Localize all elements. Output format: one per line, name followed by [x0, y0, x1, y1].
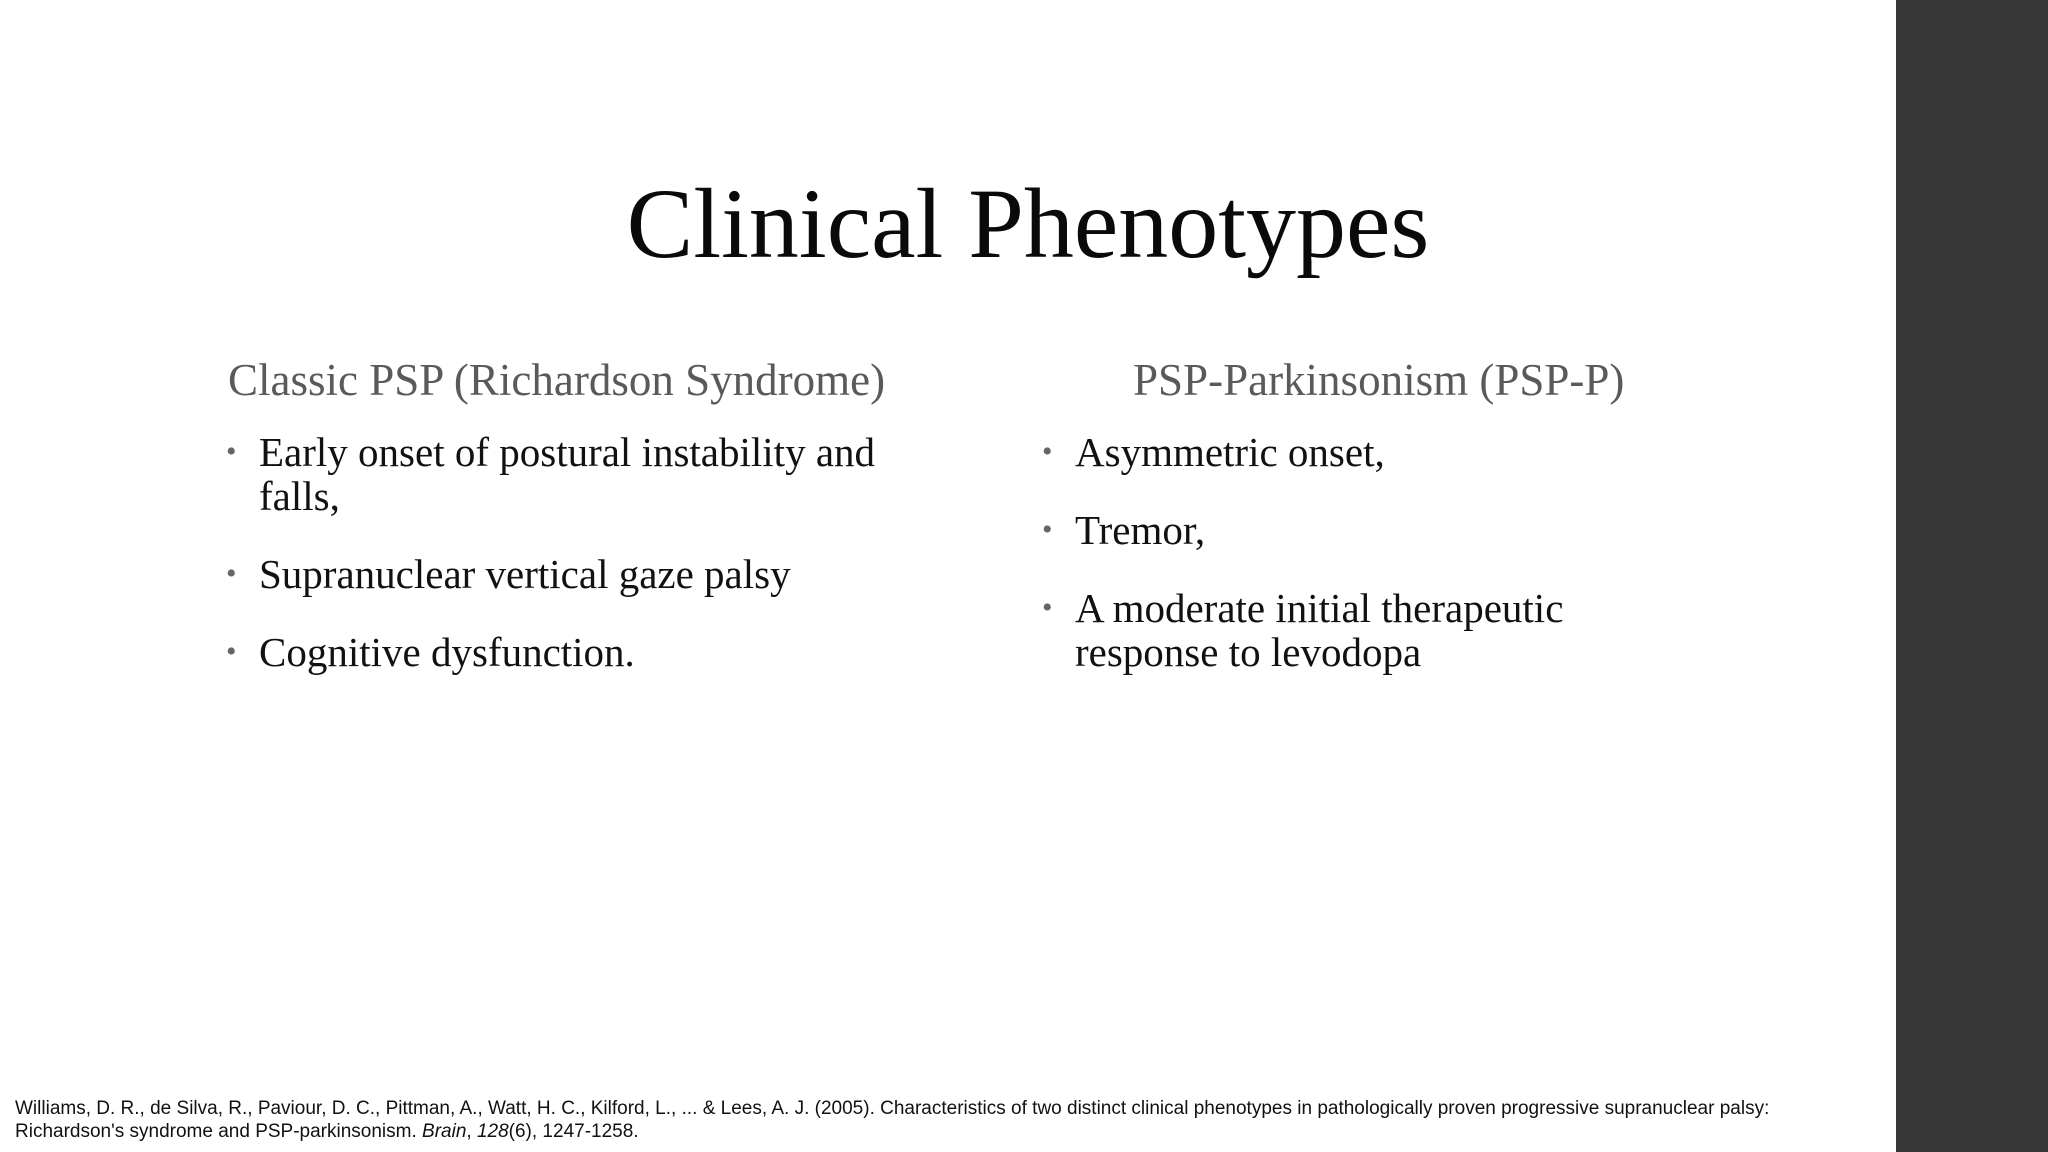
bullet-text: A moderate initial therapeutic response to levodopa [1075, 585, 1564, 675]
citation [15, 1097, 1875, 1143]
bullet-icon: • [226, 435, 237, 468]
right-column-heading: PSP-Parkinsonism (PSP-P) [1133, 355, 1625, 405]
bullet-text: Asymmetric onset, [1075, 429, 1385, 475]
slide-title: Clinical Phenotypes [626, 168, 1430, 279]
citation-volume: 128 [476, 1121, 509, 1142]
left-bullet-list [226, 430, 966, 708]
bullet-icon: • [1042, 591, 1053, 624]
citation-journal: Brain [422, 1121, 467, 1142]
citation-text: Williams, D. R., de Silva, R., Paviour, D. C., Pittman, A., Watt, H. C., Kilford, L., ... & Lees, A. J. (2005). Characteristics of two distinct clinical phenotypes in pathologically proven progressive supranuclear palsy: Richardson's syndrome and PSP-parkinsonism. [15, 1098, 1770, 1142]
citation-pages: (6), 1247-1258. [508, 1121, 639, 1142]
bullet-text: Cognitive dysfunction. [259, 629, 635, 675]
list-item [1042, 586, 1682, 674]
bullet-text: Supranuclear vertical gaze palsy [259, 551, 791, 597]
bullet-icon: • [226, 635, 237, 668]
list-item [226, 552, 966, 596]
list-item [1042, 430, 1682, 474]
list-item [226, 430, 966, 518]
right-side-bar [1896, 0, 2048, 1152]
citation-separator: , [466, 1121, 477, 1142]
list-item [1042, 508, 1682, 552]
right-bullet-list [1042, 430, 1682, 708]
bullet-icon: • [226, 557, 237, 590]
left-column-heading: Classic PSP (Richardson Syndrome) [228, 355, 886, 405]
bullet-text: Early onset of postural instability and falls, [259, 429, 876, 519]
bullet-text: Tremor, [1075, 507, 1206, 553]
list-item [226, 630, 966, 674]
bullet-icon: • [1042, 435, 1053, 468]
bullet-icon: • [1042, 513, 1053, 546]
